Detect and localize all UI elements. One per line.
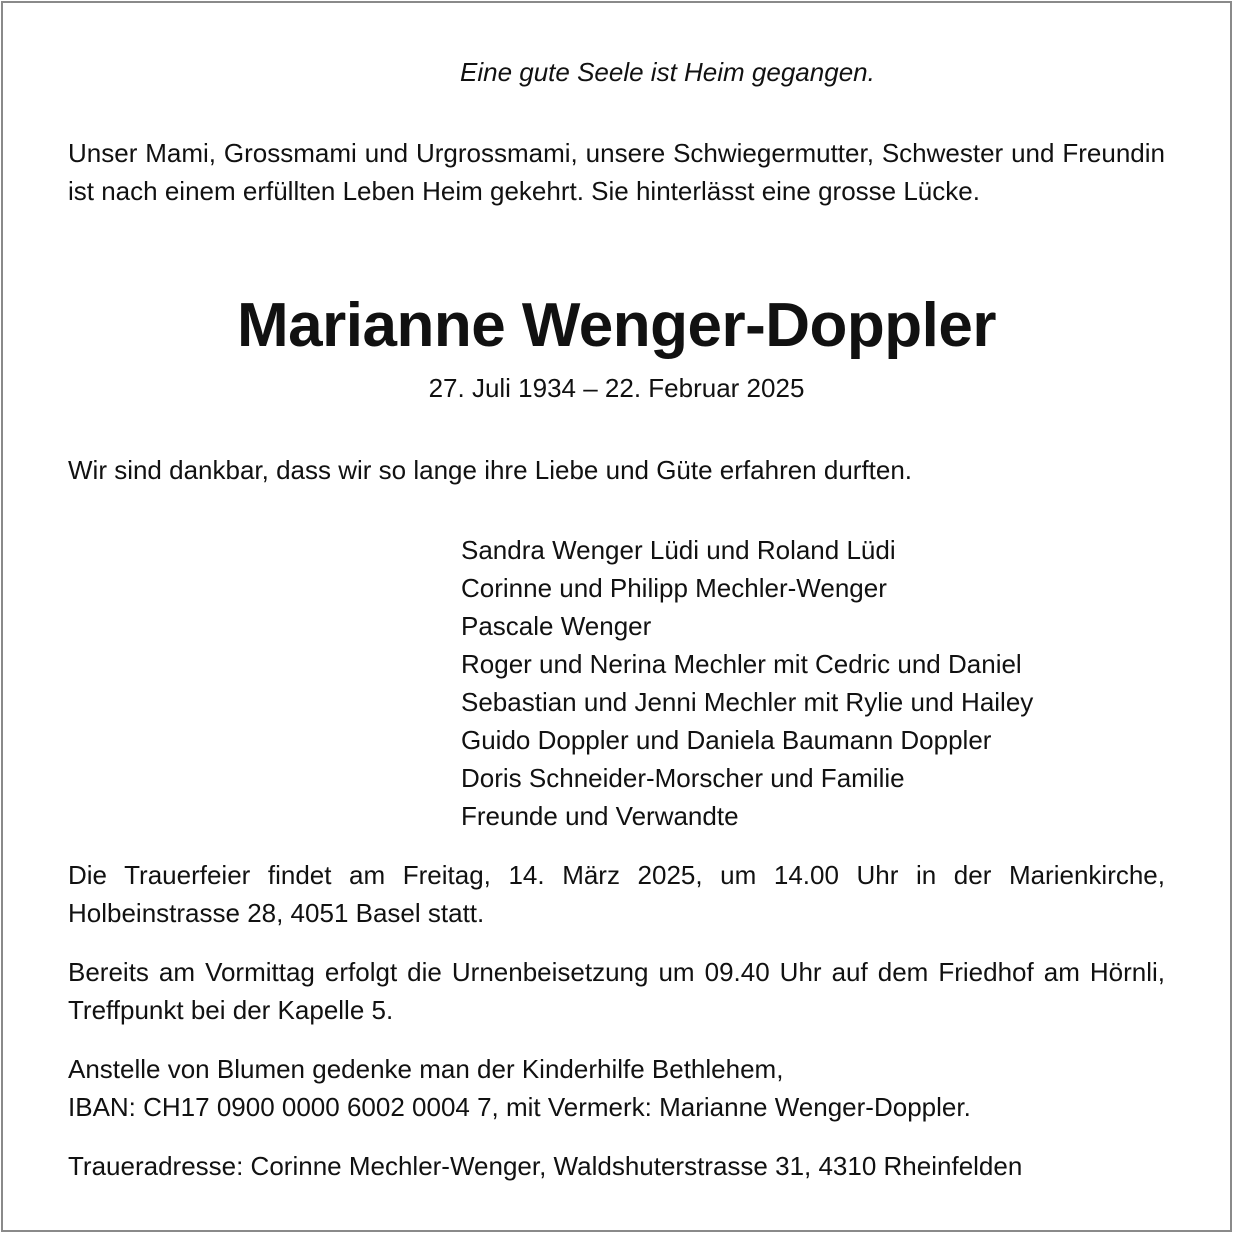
thanks-line: Wir sind dankbar, dass wir so lange ihre Liebe und Güte erfahren durften. (68, 455, 913, 485)
intro-paragraph: Unser Mami, Grossmami und Urgrossmami, unsere Schwiegermutter, Schwester und Freundin ist nach einem erfüllten Leben Heim gekehrt. Sie hinterlässt eine grosse Lücke. (68, 138, 1165, 206)
mourner-item: Doris Schneider-Morscher und Familie (461, 763, 905, 793)
burial-paragraph: Bereits am Vormittag erfolgt die Urnenbeisetzung um 09.40 Uhr auf dem Friedhof am Hörnli, Treffpunkt bei der Kapelle 5. (68, 957, 1165, 1025)
mourner-item: Freunde und Verwandte (461, 801, 739, 831)
life-dates: 27. Juli 1934 – 22. Februar 2025 (428, 373, 805, 403)
motto: Eine gute Seele ist Heim gegangen. (460, 57, 875, 87)
donation-paragraph (68, 1050, 971, 1126)
mourning-address: Traueradresse: Corinne Mechler-Wenger, Waldshuterstrasse 31, 4310 Rheinfelden (68, 1151, 1023, 1181)
mourner-item: Sandra Wenger Lüdi und Roland Lüdi (461, 535, 896, 565)
ceremony-paragraph: Die Trauerfeier findet am Freitag, 14. März 2025, um 14.00 Uhr in der Marienkirche, Holbeinstrasse 28, 4051 Basel statt. (68, 860, 1165, 928)
mourner-item: Pascale Wenger (461, 611, 652, 641)
mourner-item: Sebastian und Jenni Mechler mit Rylie und Hailey (461, 687, 1034, 717)
mourner-item: Corinne und Philipp Mechler-Wenger (461, 573, 887, 603)
donation-line-1: Anstelle von Blumen gedenke man der Kinderhilfe Bethlehem, (68, 1054, 784, 1084)
mourner-item: Roger und Nerina Mechler mit Cedric und Daniel (461, 649, 1022, 679)
mourner-item: Guido Doppler und Daniela Baumann Doppler (461, 725, 992, 755)
mourners-list (461, 531, 1033, 835)
donation-line-2: IBAN: CH17 0900 0000 6002 0004 7, mit Vermerk: Marianne Wenger-Doppler. (68, 1092, 971, 1122)
deceased-name: Marianne Wenger-Doppler (236, 291, 997, 360)
